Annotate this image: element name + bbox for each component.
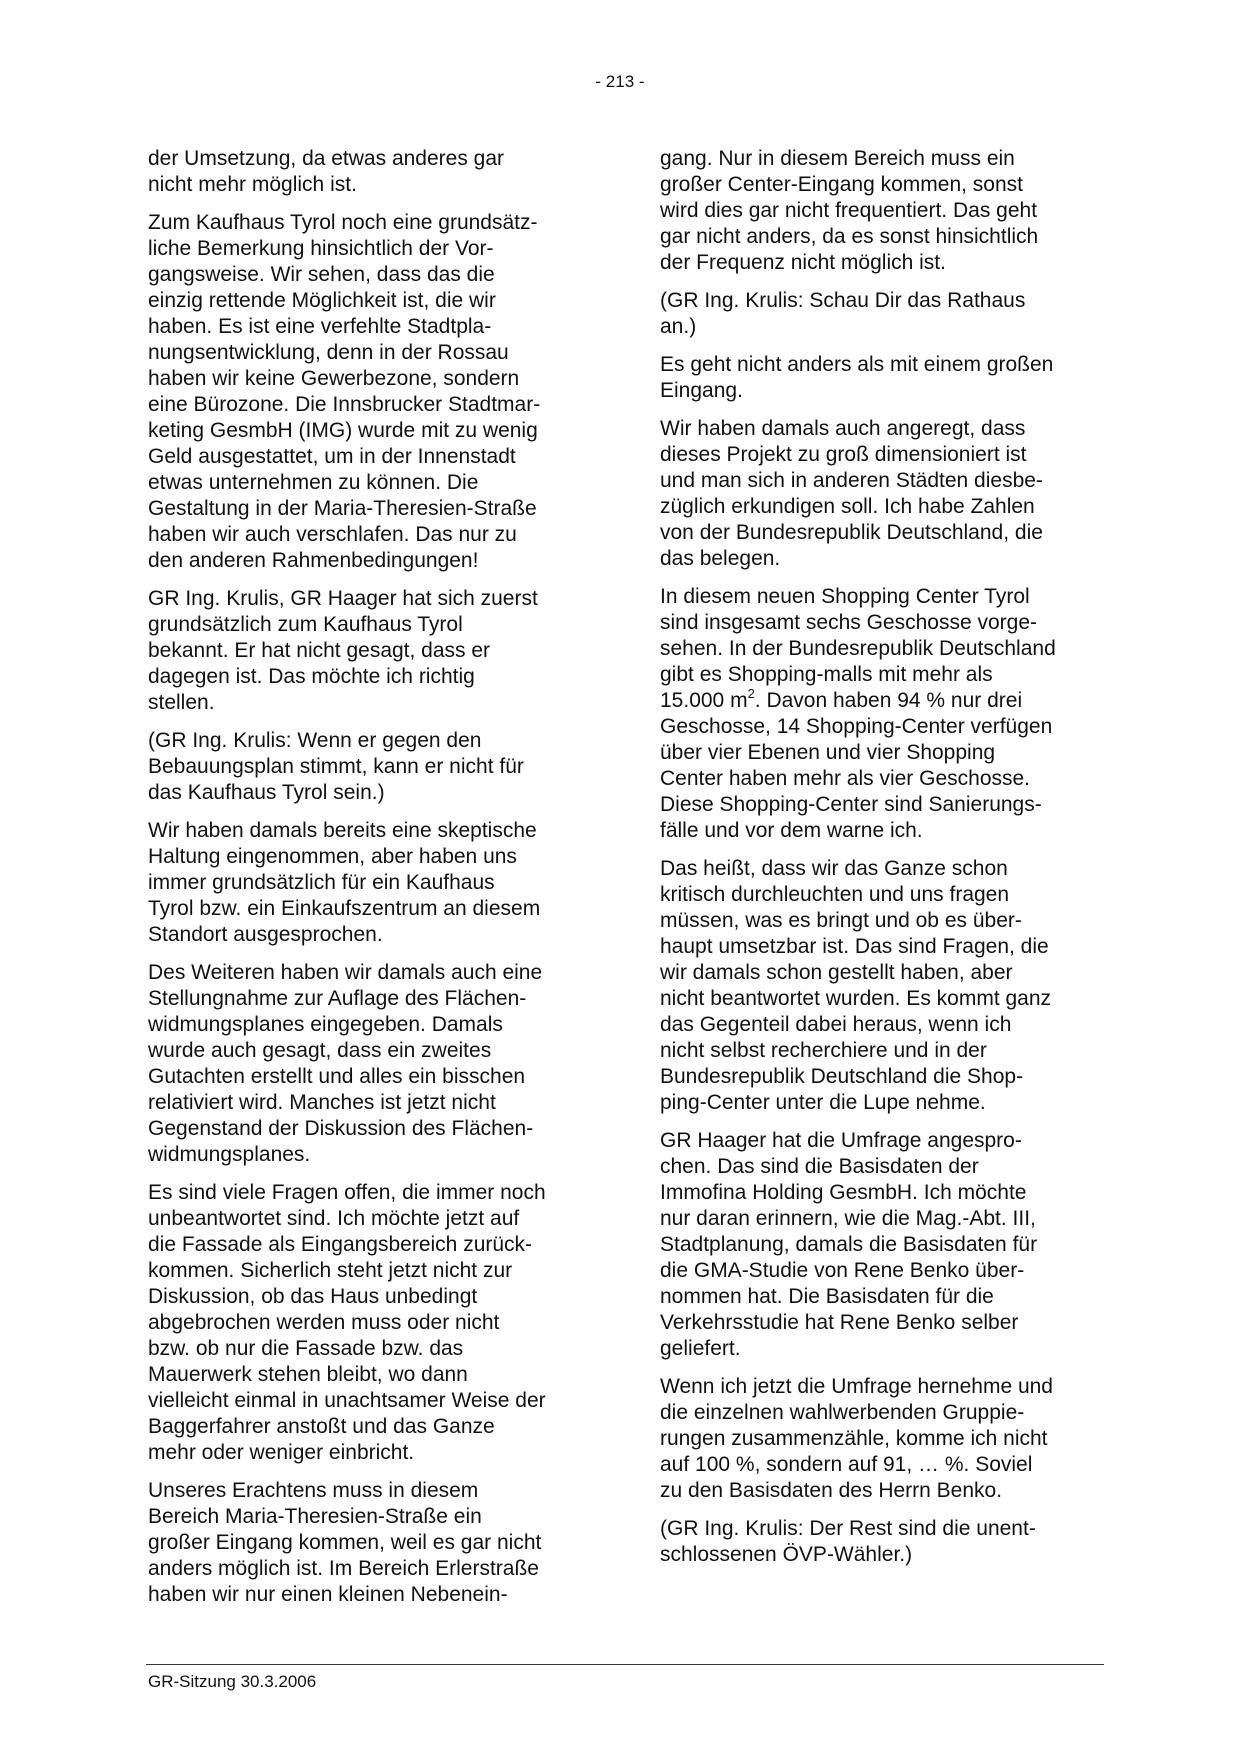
text-line: gang. Nur in diesem Bereich muss ein [660,147,1015,170]
text-line: Bundesrepublik Deutschland die Shop- [660,1065,1024,1088]
text-line: Gestaltung in der Maria-Theresien-Straße [148,497,537,520]
text-line: (GR Ing. Krulis: Schau Dir das Rathaus [660,289,1026,312]
text-line: wird dies gar nicht frequentiert. Das geht [660,199,1038,222]
text-line: fälle und vor dem warne ich. [660,819,923,842]
paragraph-shopping-center [660,584,1110,844]
text-line: Gutachten erstellt und alles ein bisschen [148,1065,526,1088]
text-line: Baggerfahrer anstoßt und das Ganze [148,1415,495,1438]
paragraph [660,146,1110,276]
text-line: rungen zusammenzähle, komme ich nicht [660,1427,1048,1450]
text-line: bzw. ob nur die Fassade bzw. das [148,1337,464,1360]
paragraph [660,352,1110,404]
paragraph [148,1180,598,1466]
text-line: Haltung eingenommen, aber haben uns [148,845,517,868]
paragraph [148,960,598,1168]
text-line: nommen hat. Die Basisdaten für die [660,1285,994,1308]
interjection-paragraph [660,288,1110,340]
text-line: großer Eingang kommen, weil es gar nicht [148,1531,542,1554]
text-line: Geld ausgestattet, um in der Innenstadt [148,445,516,468]
paragraph [148,586,598,716]
text-line: das Gegenteil dabei heraus, wenn ich [660,1013,1012,1036]
text-line: (GR Ing. Krulis: Der Rest sind die unent- [660,1517,1036,1540]
text-line: anders möglich ist. Im Bereich Erlerstraße [148,1557,539,1580]
text-line: kommen. Sicherlich steht jetzt nicht zur [148,1259,513,1282]
text-line: der Umsetzung, da etwas anderes gar [148,147,505,170]
text-line: Stadtplanung, damals die Basisdaten für [660,1233,1038,1256]
text-line: Mauerwerk stehen bleibt, wo dann [148,1363,468,1386]
text-line: gar nicht anders, da es sonst hinsichtlich [660,225,1039,248]
text-line: mehr oder weniger einbricht. [148,1441,415,1464]
text-line: Verkehrsstudie hat Rene Benko selber [660,1311,1019,1334]
area-prefix: 15.000 m [660,689,748,712]
text-line: einzig rettende Möglichkeit ist, die wir [148,289,496,312]
footer-text: GR-Sitzung 30.3.2006 [148,1672,317,1691]
text-line: Diese Shopping-Center sind Sanierungs- [660,793,1042,816]
text-line: die GMA-Studie von Rene Benko über- [660,1259,1025,1282]
text-line: relativiert wird. Manches ist jetzt nicht [148,1091,496,1114]
text-line: nicht beantwortet wurden. Es kommt ganz [660,987,1052,1010]
text-line-area [660,688,1110,714]
paragraph [148,210,598,574]
line-group [660,584,1110,688]
text-line: liche Bemerkung hinsichtlich der Vor- [148,237,494,260]
text-line: chen. Das sind die Basisdaten der [660,1155,979,1178]
text-line: Tyrol bzw. ein Einkaufszentrum an diesem [148,897,541,920]
text-line: keting GesmbH (IMG) wurde mit zu wenig [148,419,538,442]
text-line: der Frequenz nicht möglich ist. [660,251,946,274]
text-line: Es geht nicht anders als mit einem großen [660,353,1054,376]
text-line: nicht selbst recherchiere und in der [660,1039,987,1062]
text-line: müssen, was es bringt und ob es über- [660,909,1022,932]
paragraph [660,1128,1110,1362]
text-line: immer grundsätzlich für ein Kaufhaus [148,871,495,894]
text-line: geliefert. [660,1337,741,1360]
line-group [660,714,1110,844]
text-line: Bebauungsplan stimmt, kann er nicht für [148,755,524,778]
page-number: - 213 - [595,72,645,91]
text-line: haben wir nur einen kleinen Nebenein- [148,1583,508,1606]
text-line: eine Bürozone. Die Innsbrucker Stadtmar- [148,393,541,416]
text-line: GR Haager hat die Umfrage angespro- [660,1129,1022,1152]
text-line: Center haben mehr als vier Geschosse. [660,767,1031,790]
text-line: an.) [660,315,697,338]
text-line: Bereich Maria-Theresien-Straße ein [148,1505,482,1528]
text-line: haben. Es ist eine verfehlte Stadtpla- [148,315,492,338]
text-line: haupt umsetzbar ist. Das sind Fragen, die [660,935,1049,958]
text-line: Standort ausgesprochen. [148,923,383,946]
text-line: sehen. In der Bundesrepublik Deutschland [660,637,1056,660]
text-line: Wenn ich jetzt die Umfrage hernehme und [660,1375,1053,1398]
text-line: Es sind viele Fragen offen, die immer noch [148,1181,546,1204]
text-line: auf 100 %, sondern auf 91, … %. Soviel [660,1453,1033,1476]
text-line: (GR Ing. Krulis: Wenn er gegen den [148,729,482,752]
text-line: gibt es Shopping-malls mit mehr als [660,663,993,686]
interjection-paragraph [148,728,598,806]
text-line: stellen. [148,691,215,714]
text-line: In diesem neuen Shopping Center Tyrol [660,585,1030,608]
text-line: grundsätzlich zum Kaufhaus Tyrol [148,613,463,636]
text-line: züglich erkundigen soll. Ich habe Zahlen [660,495,1035,518]
text-line: abgebrochen werden muss oder nicht [148,1311,500,1334]
text-line: sind insgesamt sechs Geschosse vorge- [660,611,1038,634]
text-line: Unseres Erachtens muss in diesem [148,1479,479,1502]
text-line: nur daran erinnern, wie die Mag.-Abt. III, [660,1207,1036,1230]
interjection-paragraph [660,1516,1110,1568]
text-line: wir damals schon gestellt haben, aber [660,961,1013,984]
text-line: nungsentwicklung, denn in der Rossau [148,341,509,364]
footer-divider [146,1664,1104,1665]
text-line: Eingang. [660,379,743,402]
text-line: Gegenstand der Diskussion des Flächen- [148,1117,534,1140]
paragraph [148,818,598,948]
text-line: Wir haben damals auch angeregt, dass [660,417,1026,440]
text-line: Das heißt, dass wir das Ganze schon [660,857,1008,880]
right-column [660,146,1110,1580]
text-line: Des Weiteren haben wir damals auch eine [148,961,543,984]
text-line: etwas unternehmen zu können. Die [148,471,479,494]
text-line: vielleicht einmal in unachtsamer Weise der [148,1389,546,1412]
text-line: großer Center-Eingang kommen, sonst [660,173,1023,196]
text-line: Immofina Holding GesmbH. Ich möchte [660,1181,1027,1204]
text-line: GR Ing. Krulis, GR Haager hat sich zuerst [148,587,538,610]
text-line: wurde auch gesagt, dass ein zweites [148,1039,492,1062]
text-line: unbeantwortet sind. Ich möchte jetzt auf [148,1207,520,1230]
text-line: gangsweise. Wir sehen, dass das die [148,263,495,286]
text-line: kritisch durchleuchten und uns fragen [660,883,1010,906]
paragraph [660,856,1110,1116]
text-line: bekannt. Er hat nicht gesagt, dass er [148,639,491,662]
text-line: Geschosse, 14 Shopping-Center verfügen [660,715,1053,738]
text-line: das belegen. [660,547,781,570]
text-line: über vier Ebenen und vier Shopping [660,741,996,764]
text-line: die einzelnen wahlwerbenden Gruppie- [660,1401,1025,1424]
text-line: dieses Projekt zu groß dimensioniert ist [660,443,1027,466]
text-line: haben wir keine Gewerbezone, sondern [148,367,520,390]
text-line: von der Bundesrepublik Deutschland, die [660,521,1043,544]
text-line: widmungsplanes eingegeben. Damals [148,1013,503,1036]
area-suffix: . Davon haben 94 % nur drei [754,689,1023,712]
text-line: Stellungnahme zur Auflage des Flächen- [148,987,527,1010]
text-line: haben wir auch verschlafen. Das nur zu [148,523,517,546]
text-line: widmungsplanes. [148,1143,311,1166]
text-line: das Kaufhaus Tyrol sein.) [148,781,385,804]
paragraph [148,1478,598,1608]
text-line: den anderen Rahmenbedingungen! [148,549,479,572]
text-line: schlossenen ÖVP-Wähler.) [660,1543,913,1566]
text-line: und man sich in anderen Städten diesbe- [660,469,1043,492]
text-line: ping-Center unter die Lupe nehme. [660,1091,986,1114]
area-superscript: 2 [747,686,755,701]
text-line: nicht mehr möglich ist. [148,173,357,196]
paragraph [148,146,598,198]
text-line: Diskussion, ob das Haus unbedingt [148,1285,478,1308]
text-line: dagegen ist. Das möchte ich richtig [148,665,475,688]
paragraph [660,1374,1110,1504]
left-column [148,146,598,1620]
text-line: zu den Basisdaten des Herrn Benko. [660,1479,1003,1502]
paragraph [660,416,1110,572]
text-line: die Fassade als Eingangsbereich zurück- [148,1233,533,1256]
text-line: Wir haben damals bereits eine skeptische [148,819,537,842]
text-line: Zum Kaufhaus Tyrol noch eine grundsätz- [148,211,538,234]
